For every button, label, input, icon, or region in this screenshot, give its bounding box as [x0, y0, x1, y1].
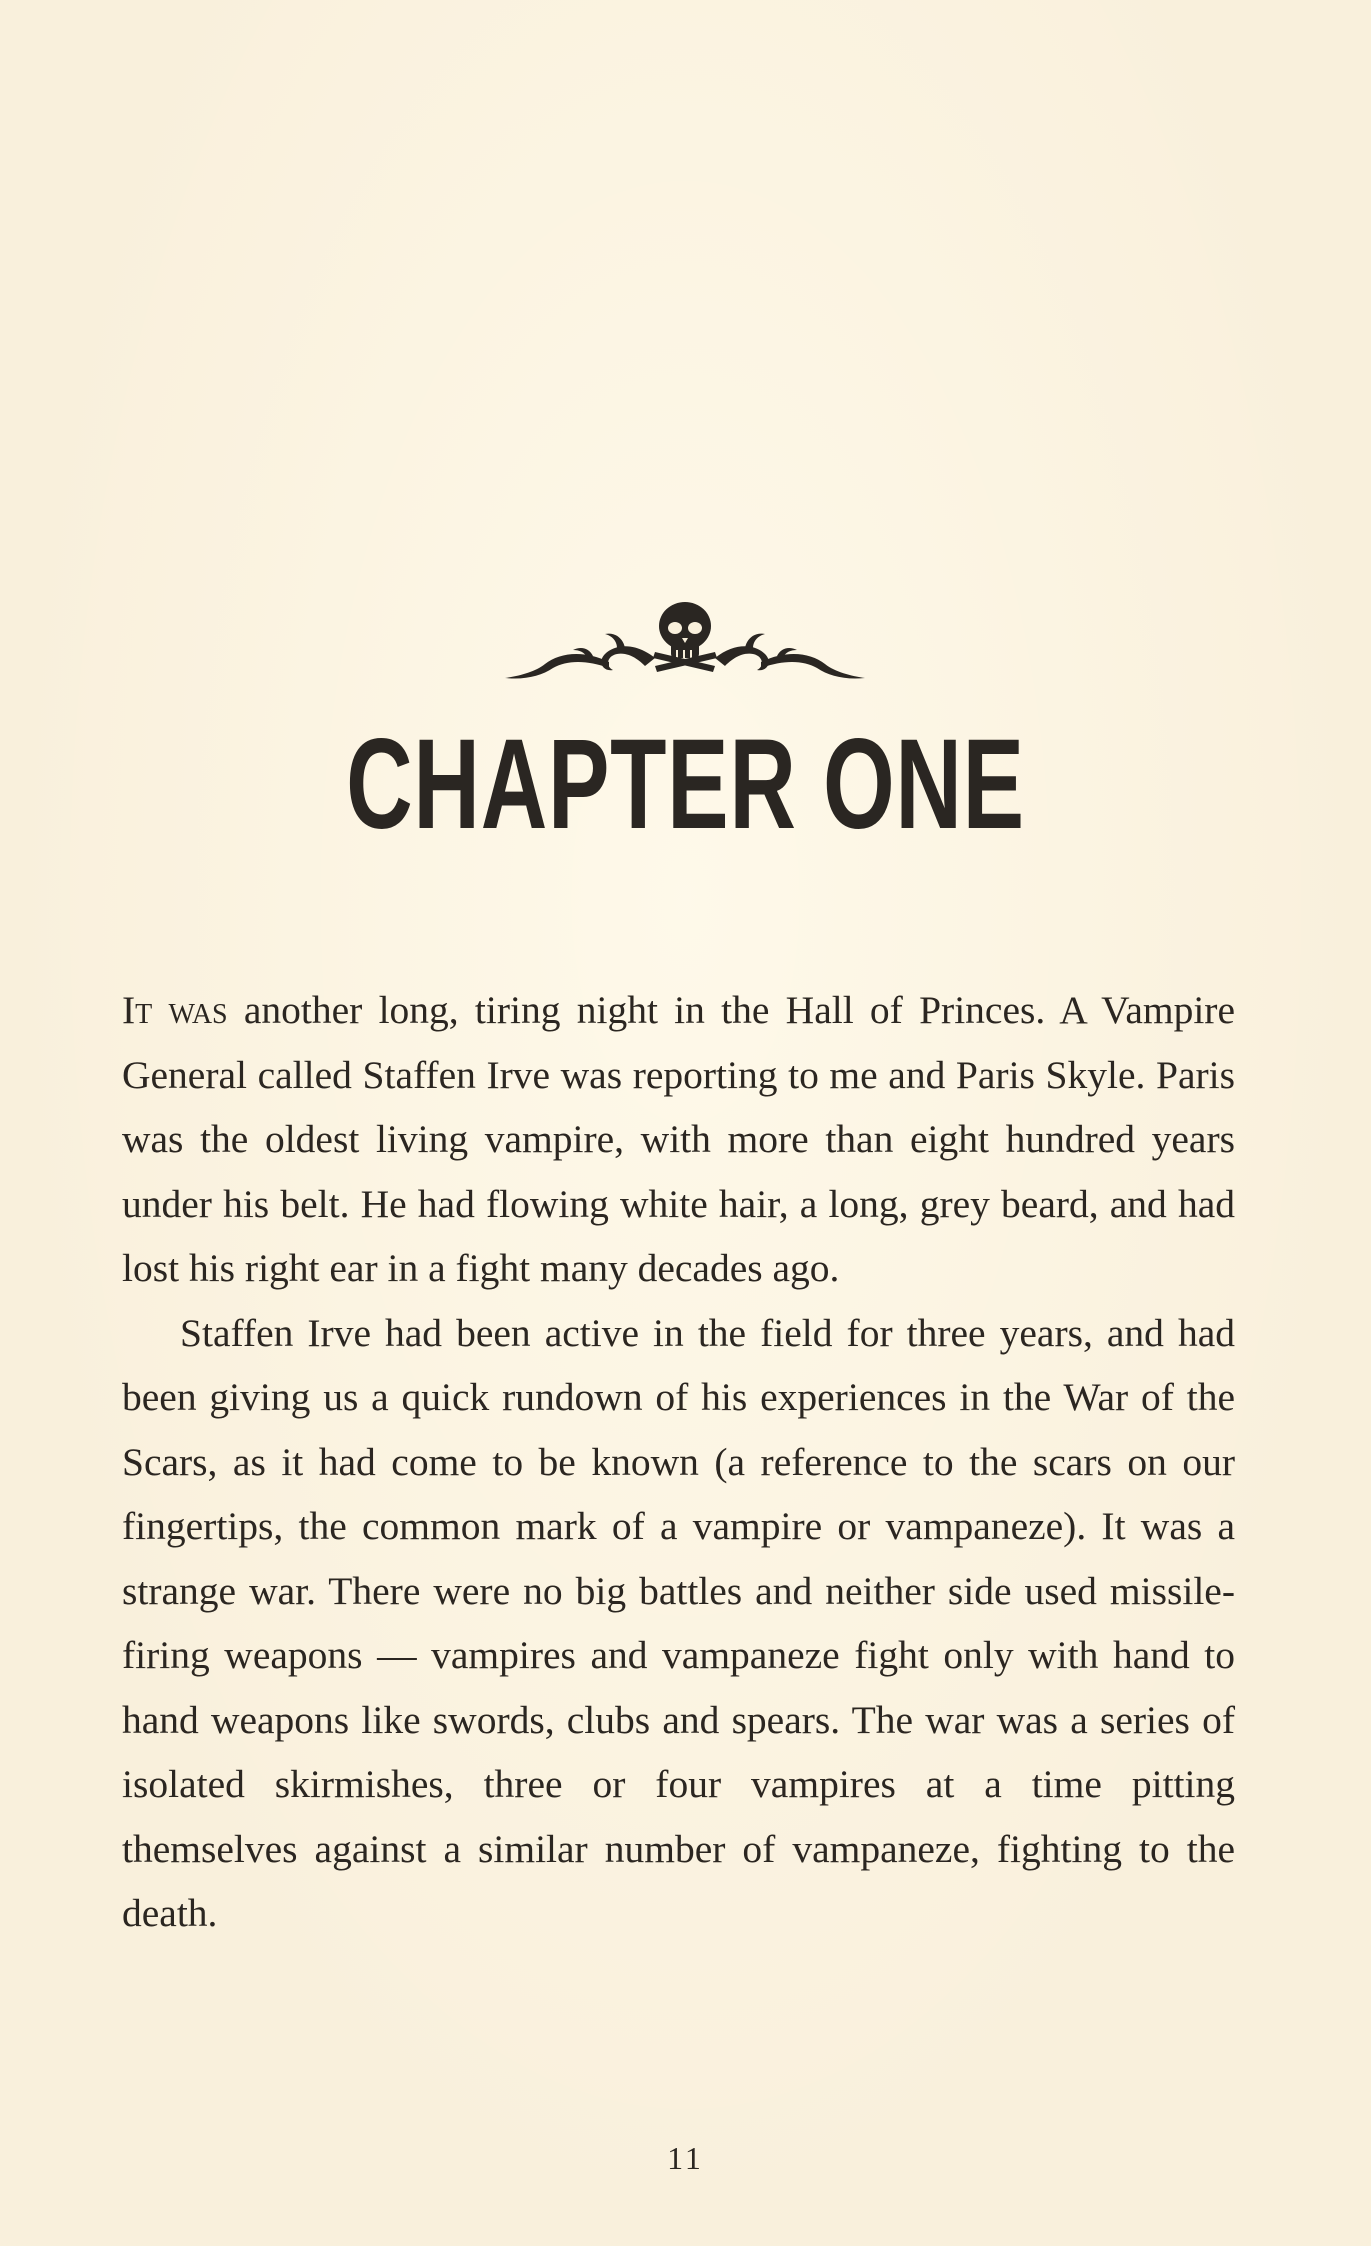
paragraph-lead-in: It was	[122, 988, 228, 1032]
chapter-title: CHAPTER ONE	[346, 713, 1025, 856]
paragraph-1	[122, 978, 1235, 1301]
paragraph-text: Staffen Irve had been active in the field for three years, and had been giving us a quick rundown of his experiences in the War of the Scars, as it had come to be known (a reference to the scars on our fingertips, the common mark of a vampire or vampaneze). It was a strange war. There were no big battles and neither side used missile-firing weapons — vampires and vampaneze fight only with hand to hand weapons like swords, clubs and spears. The war was a series of isolated skirmishes, three or four vampires at a time pitting themselves against a similar number of vampaneze, fighting to the death.	[122, 1310, 1235, 1935]
chapter-body	[122, 978, 1235, 1946]
paragraph-text: another long, tiring night in the Hall of Princes. A Vampire General called Staffen Irve was reporting to me and Paris Skyle. Paris was the oldest living vampire, with more than eight hundred years under his belt. He had flowing white hair, a long, grey beard, and had lost his right ear in a fight many decades ago.	[122, 988, 1235, 1290]
page-number: 11	[667, 2140, 704, 2176]
skull-flourish-icon	[505, 592, 865, 692]
paragraph-2	[122, 1301, 1235, 1946]
